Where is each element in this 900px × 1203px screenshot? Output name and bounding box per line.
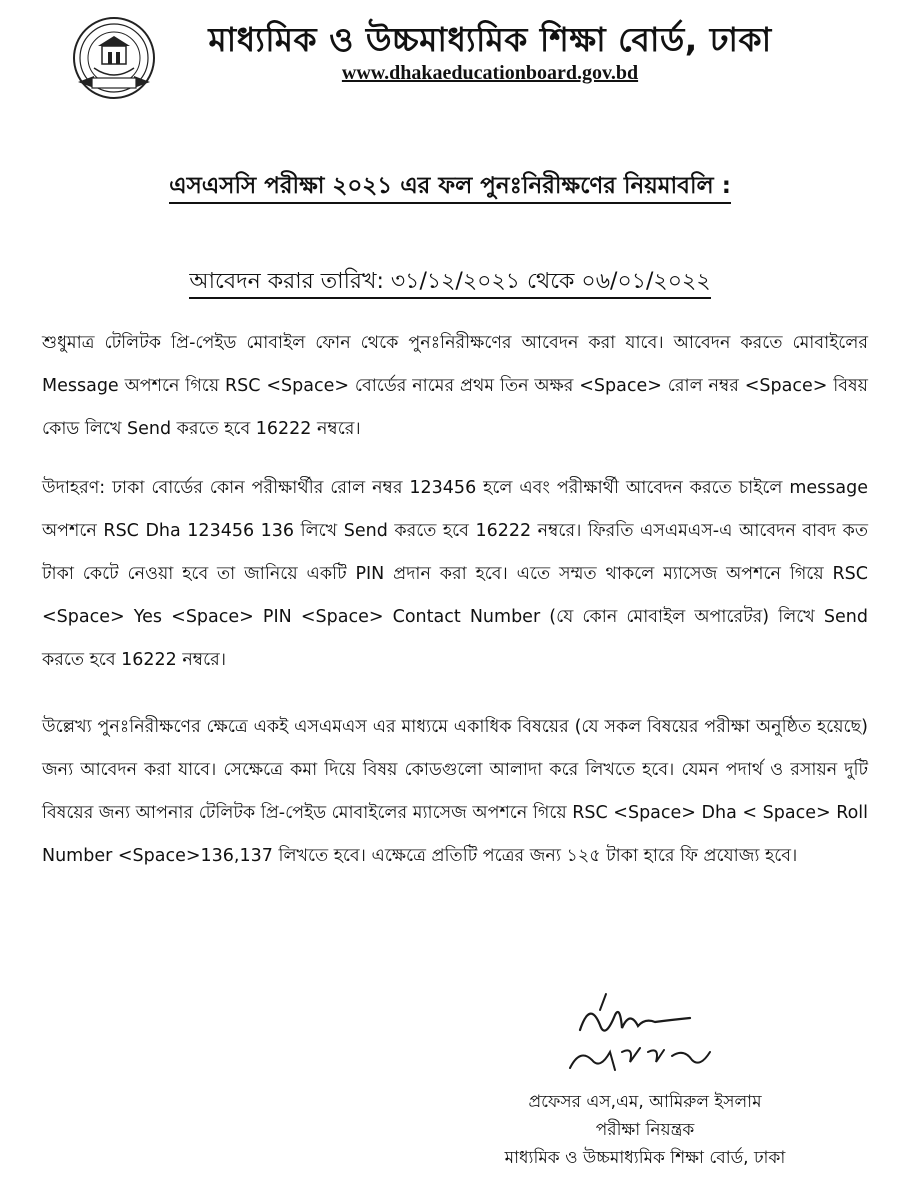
letterhead: [0, 0, 900, 110]
paragraph-fee-note: এক্ষেত্রে প্রতিটি পত্রের জন্য ১২৫ টাকা হারে ফি প্রযোজ্য হবে।: [371, 846, 798, 866]
signatory-designation: পরীক্ষা নিয়ন্ত্রক: [595, 1120, 695, 1140]
paragraph-instructions: শুধুমাত্র টেলিটক প্রি-পেইড মোবাইল ফোন থেকে পুনঃনিরীক্ষণের আবেদন করা যাবে। আবেদন করতে মোবাইলের Message অপশনে গিয়ে RSC <Space> বোর্ডের নামের প্রথম তিন অক্ষর <Space> রোল নম্বর <Space> বিষয় কোড লিখে Send করতে হবে 16222 নম্বরে।: [42, 333, 868, 439]
notice-title-text: এসএসসি পরীক্ষা ২০২১ এর ফল পুনঃনিরীক্ষণের নিয়মাবলি :: [169, 173, 731, 204]
paragraph-example: উদাহরণ: ঢাকা বোর্ডের কোন পরীক্ষার্থীর রোল নম্বর 123456 হলে এবং পরীক্ষার্থী আবেদন করতে চাইলে message অপশনে RSC Dha 123456 136 লিখে Send করতে হবে 16222 নম্বরে। ফিরতি এসএমএস-এ আবেদন বাবদ কত টাকা কেটে নেওয়া হবে তা জানিয়ে একটি PIN প্রদান করা হবে। এতে সম্মত থাকলে ম্যাসেজ অপশনে গিয়ে RSC <Space> Yes <Space> PIN <Space> Contact Number (যে কোন মোবাইল অপারেটর) লিখে Send করতে হবে 16222 নম্বরে।: [42, 478, 868, 670]
paragraph-multiple-subjects-body: উল্লেখ্য পুনঃনিরীক্ষণের ক্ষেত্রে একই এসএমএস এর মাধ্যমে একাধিক বিষয়ের (যে সকল বিষয়ের পরীক্ষা অনুষ্ঠিত হয়েছে) জন্য আবেদন করা যাবে। সেক্ষেত্রে কমা দিয়ে বিষয় কোডগুলো আলাদা করে লিখতে হবে। যেমন পদার্থ ও রসায়ন দুটি বিষয়ের জন্য আপনার টেলিটক প্রি-পেইড মোবাইলের ম্যাসেজ অপশনে গিয়ে RSC <Space> Dha < Space> Roll Number <Space>136,137 লিখতে হবে।: [42, 717, 868, 866]
signatory-organization: মাধ্যমিক ও উচ্চমাধ্যমিক শিক্ষা বোর্ড, ঢাকা: [504, 1148, 786, 1168]
board-name: মাধ্যমিক ও উচ্চমাধ্যমিক শিক্ষা বোর্ড, ঢাকা: [208, 20, 772, 59]
application-date: [60, 264, 840, 301]
handwritten-signature: [560, 990, 760, 1085]
application-date-text: আবেদন করার তারিখ: ৩১/১২/২০২১ থেকে ০৬/০১/২০২২: [189, 269, 710, 299]
board-seal-logo: [72, 16, 156, 100]
signatory-name: প্রফেসর এস,এম, আমিরুল ইসলাম: [528, 1092, 762, 1112]
notice-title: [60, 167, 840, 206]
signatory-block: [460, 1088, 830, 1172]
paragraph-multiple-subjects: [42, 706, 868, 878]
board-website: www.dhakaeducationboard.gov.bd: [341, 62, 639, 84]
